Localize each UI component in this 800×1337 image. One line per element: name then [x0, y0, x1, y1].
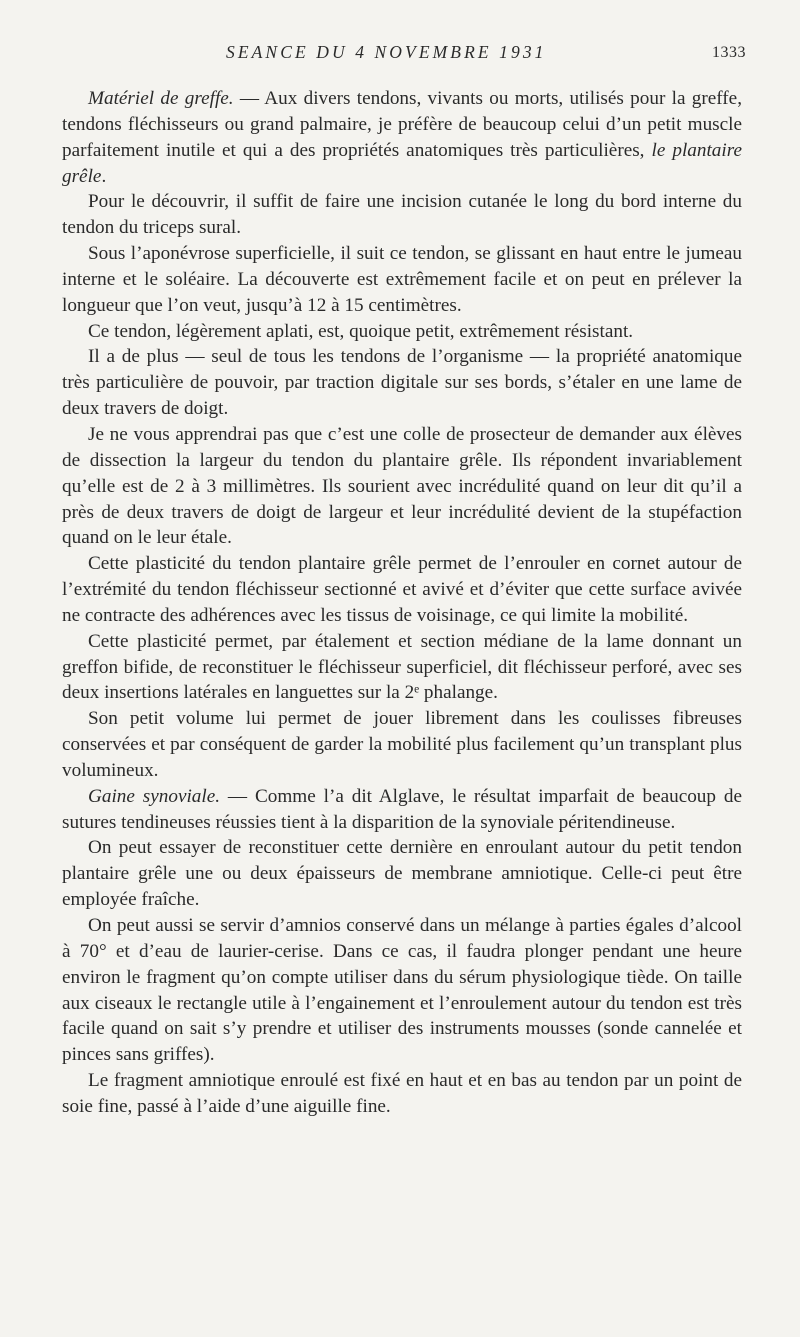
paragraph: Pour le découvrir, il suffit de faire une incision cutanée le long du bord interne du tendon du triceps sural. — [62, 191, 742, 239]
paragraph: On peut aussi se servir d’amnios conservé dans un mélange à parties égales d’alcool à 70° et d’eau de laurier-cerise. Dans ce cas, il faudra plonger pendant une heure environ le fragment qu’on compte utiliser dans du sérum physiologique tiède. On taille aux ciseaux le rectangle utile à l’engainement et l’enroulement autour du tendon est très facile quand on sait s’y prendre et utiliser des instruments mousses (sonde cannelée et pinces sans griffes). — [62, 915, 742, 1066]
paragraph-text-end: . — [101, 165, 107, 187]
paragraph-text: — Aux divers tendons, vivants ou morts, utilisés pour la greffe, tendons fléchisseurs ou grand palmaire, je préfère de beaucoup celui d’un petit muscle parfaitement inutile et qui a des propriétés anatomiques très particulières, — [62, 88, 742, 161]
page-number: 1333 — [712, 44, 746, 61]
paragraph: On peut essayer de reconstituer cette dernière en enroulant autour du petit tendon plantaire grêle une ou deux épaisseurs de membrane amniotique. Celle-ci peut être employée fraîche. — [62, 837, 742, 911]
paragraph: Je ne vous apprendrai pas que c’est une colle de prosecteur de demander aux élèves de dissection la largeur du tendon du plantaire grêle. Ils répondent invariablement qu’elle est de 2 à 3 millimètres. Ils sourient avec incrédulité quand on leur dit qu’il a près de deux travers de doigt de largeur et leur incrédulité devient de la stupéfaction quand on le leur étale. — [62, 423, 742, 549]
paragraph: Cette plasticité du tendon plantaire grêle permet de l’enrouler en cornet autour de l’extrémité du tendon fléchisseur sectionné et avivé et d’éviter que cette surface avivée ne contracte des adhérences avec les tissus de voisinage, ce qui limite la mobilité. — [62, 553, 742, 626]
running-title: SEANCE DU 4 NOVEMBRE 1931 — [226, 42, 547, 62]
paragraph-text: — Comme l’a dit Alglave, le résultat imparfait de beaucoup de sutures tendineuses réussies tient à la disparition de la synoviale péritendineuse. — [62, 785, 742, 833]
paragraph: Il a de plus — seul de tous les tendons de l’organisme — la propriété anatomique très particulière de pouvoir, par traction digitale sur ses bords, s’étaler en une lame de deux travers de doigt. — [62, 346, 742, 420]
article-body — [62, 86, 742, 1120]
running-head — [0, 40, 800, 70]
paragraph: Ce tendon, légèrement aplati, est, quoique petit, extrêmement résistant. — [88, 320, 634, 342]
paragraph: Son petit volume lui permet de jouer librement dans les coulisses fibreuses conservées et par conséquent de garder la mobilité plus facilement qu’un transplant plus volumineux. — [62, 708, 742, 781]
paragraph: Sous l’aponévrose superficielle, il suit ce tendon, se glissant en haut entre le jumeau interne et le soléaire. La découverte est extrêmement facile et on peut en prélever la longueur que l’on veut, jusqu’à 12 à 15 centimètres. — [62, 243, 742, 316]
paragraph-gaine-synoviale — [62, 784, 742, 836]
section-heading-gaine-synoviale: Gaine synoviale. — [88, 785, 221, 807]
section-heading-materiel-de-greffe: Matériel de greffe. — [88, 88, 234, 109]
paragraph: Cette plasticité permet, par étalement et section médiane de la lame donnant un greffon bifide, de reconstituer le fléchisseur superficiel, dit fléchisseur perforé, avec ses deux insertions latérales en languettes sur la 2ᵉ phalange. — [62, 630, 742, 704]
paragraph-materiel-de-greffe — [62, 86, 742, 189]
emphasis-plantaire-grele: le plantaire grêle — [62, 139, 742, 187]
paragraph: Le fragment amniotique enroulé est fixé en haut et en bas au tendon par un point de soie fine, passé à l’aide d’une aiguille fine. — [62, 1070, 742, 1117]
